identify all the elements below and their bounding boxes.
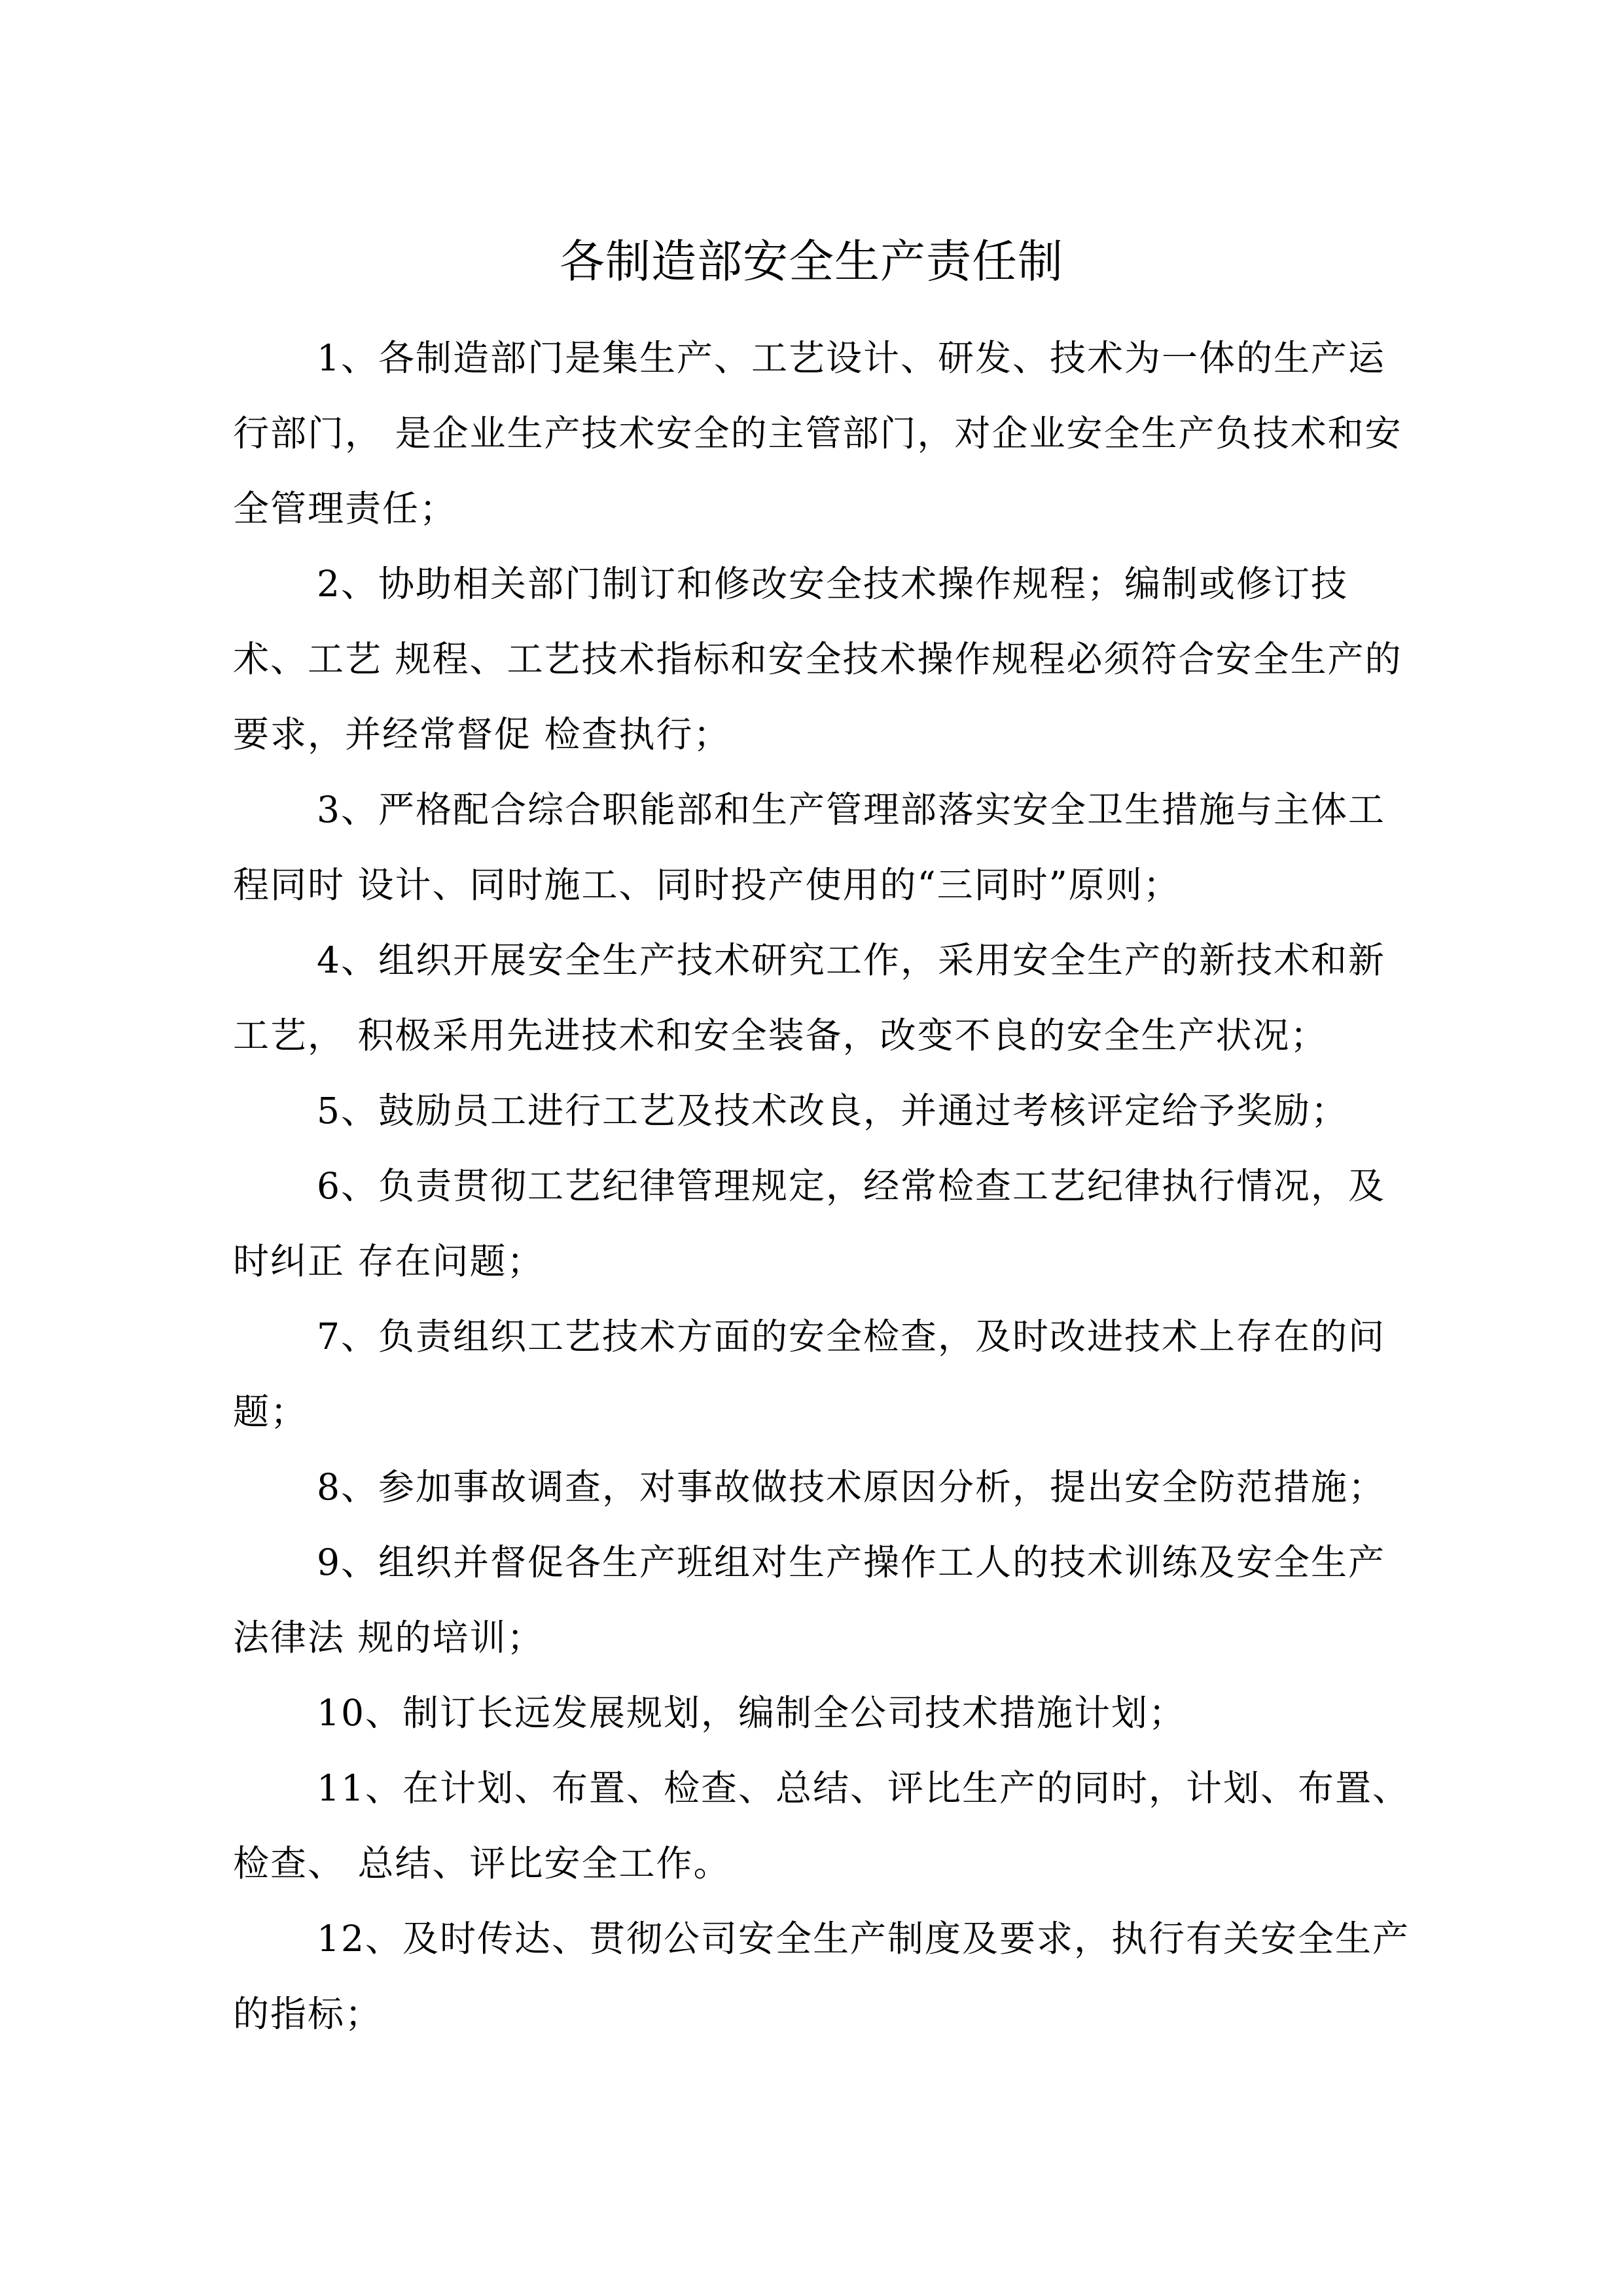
clause-7: 7、负责组织工艺技术方面的安全检查，及时改进技术上存在的问题；: [233, 1316, 1385, 1433]
clause-list: [233, 321, 1411, 2052]
clause-1: 1、各制造部门是集生产、工艺设计、研发、技术为一体的生产运行部门， 是企业生产技术安全的主管部门，对企业安全生产负技术和安全管理责任；: [233, 337, 1402, 529]
clause-8: 8、参加事故调查，对事故做技术原因分析，提出安全防范措施；: [317, 1466, 1385, 1508]
clause-12: 12、及时传达、贯彻公司安全生产制度及要求，执行有关安全生产的指标；: [233, 1918, 1410, 2035]
clause-3: 3、严格配合综合职能部和生产管理部落实安全卫生措施与主体工程同时 设计、同时施工、同时投产使用的“三同时”原则；: [233, 789, 1385, 906]
clause-10: 10、制订长远发展规划，编制全公司技术措施计划；: [317, 1692, 1186, 1734]
clause-6: 6、负责贯彻工艺纪律管理规定，经常检查工艺纪律执行情况，及时纠正 存在问题；: [233, 1165, 1385, 1282]
clause-5: 5、鼓励员工进行工艺及技术改良，并通过考核评定给予奖励；: [317, 1090, 1348, 1132]
clause-4: 4、组织开展安全生产技术研究工作，采用安全生产的新技术和新工艺， 积极采用先进技术和安全装备，改变不良的安全生产状况；: [233, 939, 1385, 1056]
clause-9: 9、组织并督促各生产班组对生产操作工人的技术训练及安全生产法律法 规的培训；: [233, 1541, 1385, 1659]
clause-11: 11、在计划、布置、检查、总结、评比生产的同时，计划、布置、检查、 总结、评比安全工作。: [233, 1767, 1410, 1884]
clause-2: 2、协助相关部门制订和修改安全技术操作规程；编制或修订技术、工艺 规程、工艺技术指标和安全技术操作规程必须符合安全生产的要求，并经常督促 检查执行；: [233, 563, 1402, 755]
document-title: 各制造部安全生产责任制: [560, 236, 1063, 288]
